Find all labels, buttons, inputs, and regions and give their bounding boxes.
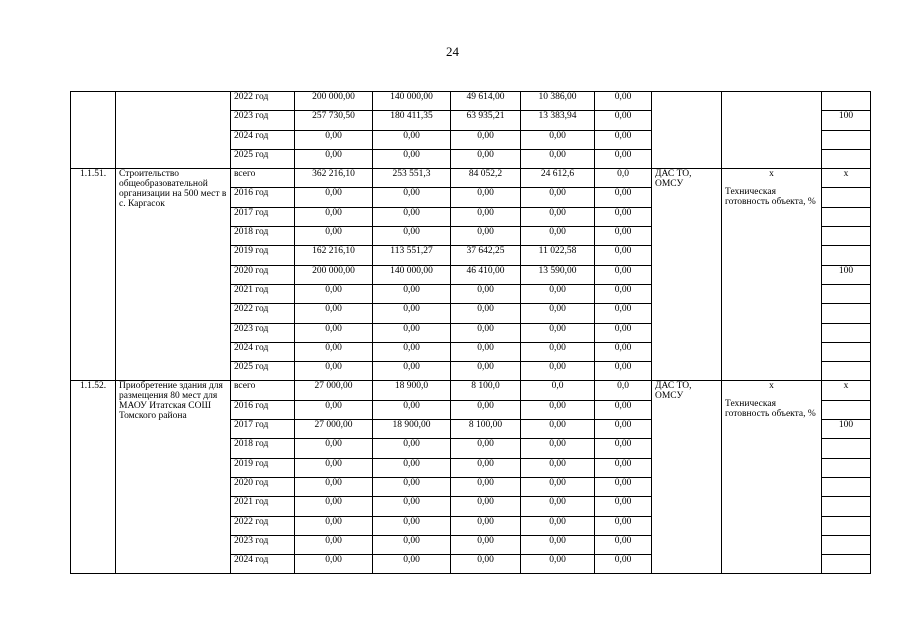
- page-number: 24: [446, 44, 459, 59]
- amount-cell-v3: 0,00: [451, 227, 521, 246]
- amount-cell-v4: 0,00: [521, 284, 595, 303]
- amount-cell-v4: 0,00: [521, 362, 595, 381]
- amount-cell-v2: 140 000,00: [373, 265, 451, 284]
- amount-cell-v3: 0,00: [451, 130, 521, 149]
- amount-cell-v4: 0,00: [521, 304, 595, 323]
- year-cell: 2023 год: [231, 323, 295, 342]
- target-value-cell: [822, 227, 871, 246]
- amount-cell-v5: 0,00: [595, 227, 652, 246]
- table-row: [71, 381, 871, 400]
- indicator-cell: [722, 169, 822, 381]
- amount-cell-v3: 0,00: [451, 149, 521, 168]
- amount-cell-v3: 0,00: [451, 342, 521, 361]
- amount-cell-v1: 27 000,00: [295, 381, 373, 400]
- amount-cell-v3: 63 935,21: [451, 111, 521, 130]
- target-value-cell: [822, 92, 871, 111]
- amount-cell-v2: 0,00: [373, 458, 451, 477]
- target-value-cell: [822, 342, 871, 361]
- amount-cell-v4: 0,00: [521, 207, 595, 226]
- indicator-cell: [722, 381, 822, 574]
- amount-cell-v4: 0,00: [521, 323, 595, 342]
- target-value-cell: [822, 149, 871, 168]
- amount-cell-v1: 362 216,10: [295, 169, 373, 188]
- executor-cell: [652, 92, 722, 169]
- year-cell: 2017 год: [231, 207, 295, 226]
- amount-cell-v3: 0,00: [451, 323, 521, 342]
- indicator-x: x: [769, 169, 774, 180]
- year-cell: 2016 год: [231, 188, 295, 207]
- amount-cell-v5: 0,00: [595, 477, 652, 496]
- year-cell: 2023 год: [231, 535, 295, 554]
- year-cell: 2021 год: [231, 284, 295, 303]
- amount-cell-v4: 0,00: [521, 516, 595, 535]
- amount-cell-v1: 0,00: [295, 342, 373, 361]
- amount-cell-v1: 0,00: [295, 188, 373, 207]
- amount-cell-v5: 0,00: [595, 149, 652, 168]
- item-name: Приобретение здания для размещения 80 мест для МАОУ Итатская СОШ Томского района: [116, 381, 231, 574]
- amount-cell-v4: 0,00: [521, 400, 595, 419]
- amount-cell-v4: 13 590,00: [521, 265, 595, 284]
- amount-cell-v5: 0,00: [595, 458, 652, 477]
- year-cell: 2024 год: [231, 342, 295, 361]
- amount-cell-v4: 0,00: [521, 535, 595, 554]
- amount-cell-v3: 0,00: [451, 497, 521, 516]
- amount-cell-v4: 0,00: [521, 149, 595, 168]
- amount-cell-v2: 0,00: [373, 323, 451, 342]
- table-row: [71, 92, 871, 111]
- amount-cell-v3: 0,00: [451, 400, 521, 419]
- amount-cell-v3: 49 614,00: [451, 92, 521, 111]
- amount-cell-v4: 0,00: [521, 555, 595, 574]
- amount-cell-v5: 0,00: [595, 342, 652, 361]
- amount-cell-v5: 0,0: [595, 169, 652, 188]
- amount-cell-v1: 0,00: [295, 516, 373, 535]
- indicator-cell: [722, 92, 822, 169]
- target-value-cell: [822, 246, 871, 265]
- amount-cell-v5: 0,00: [595, 92, 652, 111]
- amount-cell-v1: 0,00: [295, 477, 373, 496]
- amount-cell-v4: 0,00: [521, 188, 595, 207]
- amount-cell-v5: 0,00: [595, 207, 652, 226]
- year-cell: 2020 год: [231, 477, 295, 496]
- year-cell: 2025 год: [231, 362, 295, 381]
- amount-cell-v5: 0,00: [595, 497, 652, 516]
- amount-cell-v1: 0,00: [295, 130, 373, 149]
- amount-cell-v2: 140 000,00: [373, 92, 451, 111]
- amount-cell-v4: 0,00: [521, 130, 595, 149]
- target-value-cell: [822, 207, 871, 226]
- indicator-label: Техническая готовность объекта, %: [725, 399, 816, 420]
- amount-cell-v3: 0,00: [451, 535, 521, 554]
- amount-cell-v2: 0,00: [373, 439, 451, 458]
- amount-cell-v3: 37 642,25: [451, 246, 521, 265]
- year-cell: 2018 год: [231, 439, 295, 458]
- amount-cell-v5: 0,00: [595, 439, 652, 458]
- amount-cell-v3: 0,00: [451, 439, 521, 458]
- target-value-cell: [822, 400, 871, 419]
- amount-cell-v4: 0,00: [521, 497, 595, 516]
- target-value-cell: [822, 477, 871, 496]
- amount-cell-v5: 0,00: [595, 130, 652, 149]
- target-value-cell: [822, 284, 871, 303]
- amount-cell-v2: 253 551,3: [373, 169, 451, 188]
- amount-cell-v5: 0,00: [595, 535, 652, 554]
- name-cell: [116, 92, 231, 169]
- amount-cell-v2: 0,00: [373, 342, 451, 361]
- year-cell: 2023 год: [231, 111, 295, 130]
- year-cell: 2017 год: [231, 420, 295, 439]
- amount-cell-v5: 0,00: [595, 516, 652, 535]
- year-cell: 2020 год: [231, 265, 295, 284]
- amount-cell-v5: 0,00: [595, 188, 652, 207]
- amount-cell-v1: 0,00: [295, 227, 373, 246]
- year-cell: всего: [231, 169, 295, 188]
- amount-cell-v3: 0,00: [451, 362, 521, 381]
- amount-cell-v1: 0,00: [295, 149, 373, 168]
- indicator-x: x: [769, 381, 774, 392]
- target-value-cell: [822, 516, 871, 535]
- amount-cell-v1: 0,00: [295, 304, 373, 323]
- amount-cell-v1: 162 216,10: [295, 246, 373, 265]
- year-cell: 2019 год: [231, 458, 295, 477]
- amount-cell-v1: 0,00: [295, 207, 373, 226]
- item-code: 1.1.51.: [71, 169, 116, 381]
- amount-cell-v3: 0,00: [451, 188, 521, 207]
- amount-cell-v3: 0,00: [451, 458, 521, 477]
- amount-cell-v2: 0,00: [373, 535, 451, 554]
- amount-cell-v1: 257 730,50: [295, 111, 373, 130]
- year-cell: 2024 год: [231, 130, 295, 149]
- amount-cell-v3: 0,00: [451, 304, 521, 323]
- amount-cell-v1: 0,00: [295, 439, 373, 458]
- amount-cell-v3: 8 100,0: [451, 381, 521, 400]
- amount-cell-v2: 180 411,35: [373, 111, 451, 130]
- year-cell: 2021 год: [231, 497, 295, 516]
- amount-cell-v2: 0,00: [373, 555, 451, 574]
- amount-cell-v1: 200 000,00: [295, 92, 373, 111]
- year-cell: 2018 год: [231, 227, 295, 246]
- amount-cell-v3: 8 100,00: [451, 420, 521, 439]
- amount-cell-v2: 0,00: [373, 477, 451, 496]
- amount-cell-v2: 0,00: [373, 227, 451, 246]
- amount-cell-v5: 0,00: [595, 555, 652, 574]
- target-value-cell: x: [822, 169, 871, 188]
- amount-cell-v2: 0,00: [373, 304, 451, 323]
- amount-cell-v1: 0,00: [295, 497, 373, 516]
- target-value-cell: 100: [822, 265, 871, 284]
- year-cell: 2025 год: [231, 149, 295, 168]
- target-value-cell: [822, 497, 871, 516]
- amount-cell-v4: 10 386,00: [521, 92, 595, 111]
- amount-cell-v5: 0,00: [595, 304, 652, 323]
- item-code: 1.1.52.: [71, 381, 116, 574]
- amount-cell-v2: 0,00: [373, 130, 451, 149]
- amount-cell-v1: 0,00: [295, 555, 373, 574]
- amount-cell-v5: 0,00: [595, 323, 652, 342]
- amount-cell-v5: 0,0: [595, 381, 652, 400]
- code-cell: [71, 92, 116, 169]
- amount-cell-v4: 0,00: [521, 342, 595, 361]
- amount-cell-v3: 84 052,2: [451, 169, 521, 188]
- amount-cell-v1: 0,00: [295, 535, 373, 554]
- amount-cell-v4: 0,00: [521, 458, 595, 477]
- target-value-cell: [822, 535, 871, 554]
- amount-cell-v4: 0,00: [521, 439, 595, 458]
- amount-cell-v5: 0,00: [595, 400, 652, 419]
- year-cell: 2019 год: [231, 246, 295, 265]
- amount-cell-v1: 0,00: [295, 284, 373, 303]
- target-value-cell: [822, 362, 871, 381]
- executor-cell: ДАС ТО, ОМСУ: [652, 169, 722, 381]
- target-value-cell: [822, 458, 871, 477]
- year-cell: 2022 год: [231, 92, 295, 111]
- target-value-cell: [822, 304, 871, 323]
- year-cell: всего: [231, 381, 295, 400]
- target-value-cell: 100: [822, 420, 871, 439]
- amount-cell-v5: 0,00: [595, 284, 652, 303]
- amount-cell-v3: 0,00: [451, 477, 521, 496]
- amount-cell-v2: 0,00: [373, 207, 451, 226]
- target-value-cell: x: [822, 381, 871, 400]
- target-value-cell: [822, 439, 871, 458]
- amount-cell-v5: 0,00: [595, 111, 652, 130]
- budget-table: [70, 91, 871, 574]
- item-name: Строительство общеобразовательной организации на 500 мест в с. Каргасок: [116, 169, 231, 381]
- amount-cell-v4: 24 612,6: [521, 169, 595, 188]
- target-value-cell: 100: [822, 111, 871, 130]
- amount-cell-v2: 113 551,27: [373, 246, 451, 265]
- target-value-cell: [822, 188, 871, 207]
- year-cell: 2024 год: [231, 555, 295, 574]
- table-row: [71, 169, 871, 188]
- amount-cell-v4: 0,00: [521, 227, 595, 246]
- amount-cell-v2: 0,00: [373, 400, 451, 419]
- amount-cell-v4: 0,0: [521, 381, 595, 400]
- amount-cell-v2: 0,00: [373, 362, 451, 381]
- indicator-label: Техническая готовность объекта, %: [725, 187, 816, 208]
- amount-cell-v3: 46 410,00: [451, 265, 521, 284]
- amount-cell-v3: 0,00: [451, 207, 521, 226]
- amount-cell-v5: 0,00: [595, 420, 652, 439]
- amount-cell-v1: 200 000,00: [295, 265, 373, 284]
- target-value-cell: [822, 130, 871, 149]
- target-value-cell: [822, 323, 871, 342]
- amount-cell-v2: 0,00: [373, 516, 451, 535]
- year-cell: 2022 год: [231, 516, 295, 535]
- amount-cell-v4: 11 022,58: [521, 246, 595, 265]
- amount-cell-v4: 13 383,94: [521, 111, 595, 130]
- executor-cell: ДАС ТО, ОМСУ: [652, 381, 722, 574]
- amount-cell-v4: 0,00: [521, 420, 595, 439]
- amount-cell-v2: 0,00: [373, 497, 451, 516]
- amount-cell-v5: 0,00: [595, 265, 652, 284]
- amount-cell-v2: 0,00: [373, 188, 451, 207]
- amount-cell-v1: 0,00: [295, 400, 373, 419]
- amount-cell-v1: 0,00: [295, 362, 373, 381]
- amount-cell-v3: 0,00: [451, 284, 521, 303]
- amount-cell-v2: 18 900,00: [373, 420, 451, 439]
- amount-cell-v3: 0,00: [451, 555, 521, 574]
- year-cell: 2022 год: [231, 304, 295, 323]
- amount-cell-v1: 27 000,00: [295, 420, 373, 439]
- amount-cell-v1: 0,00: [295, 458, 373, 477]
- amount-cell-v3: 0,00: [451, 516, 521, 535]
- amount-cell-v1: 0,00: [295, 323, 373, 342]
- target-value-cell: [822, 555, 871, 574]
- amount-cell-v5: 0,00: [595, 362, 652, 381]
- amount-cell-v2: 0,00: [373, 149, 451, 168]
- amount-cell-v2: 18 900,0: [373, 381, 451, 400]
- year-cell: 2016 год: [231, 400, 295, 419]
- amount-cell-v5: 0,00: [595, 246, 652, 265]
- amount-cell-v2: 0,00: [373, 284, 451, 303]
- amount-cell-v4: 0,00: [521, 477, 595, 496]
